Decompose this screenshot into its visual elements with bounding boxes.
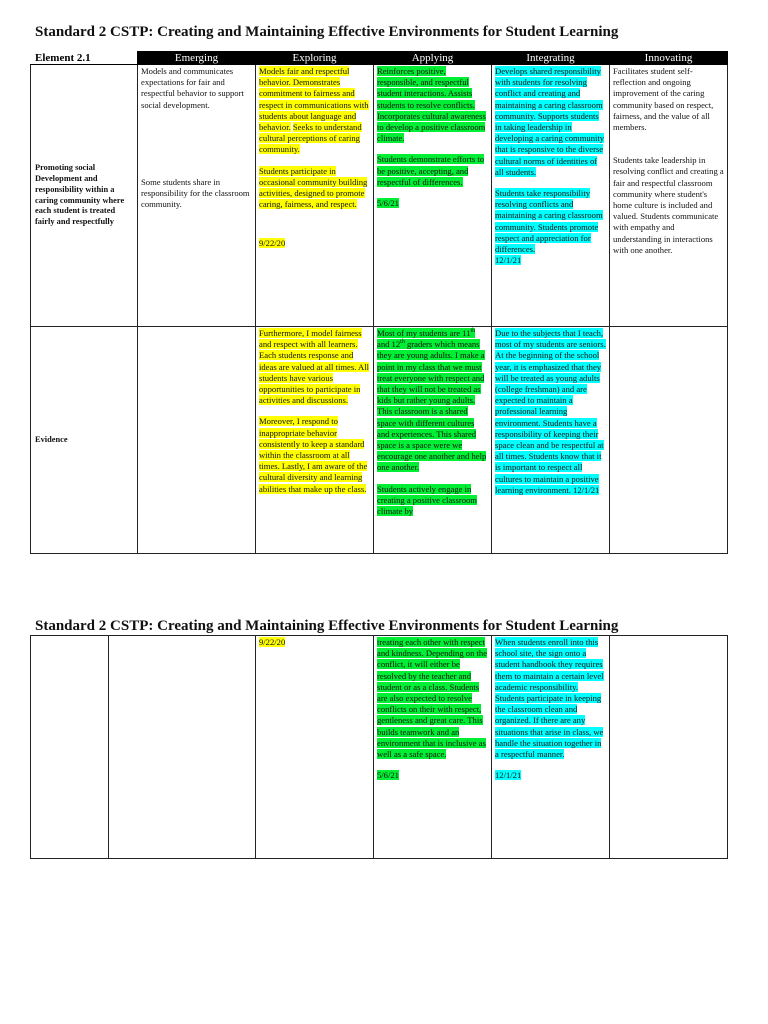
date-stamp: 9/22/20 bbox=[259, 238, 286, 249]
cell-text: Some students share in responsibility for the classroom community. bbox=[141, 176, 250, 210]
cell-emerging bbox=[138, 65, 256, 327]
highlighted-text: Furthermore, I model fairness and respect with all learners. Each students response and ideas are valued at all times. All students have various opportunities to participate in activities and discussions. bbox=[259, 328, 370, 406]
highlighted-text: Students participate in occasional community building activities, designed to promote caring, fairness, and respect. bbox=[259, 165, 368, 210]
highlighted-text: treating each other with respect and kindness. Depending on the conflict, it will either be resolved by the teacher and student or as a class. Students are also expected to resolve conflicts on their with respect, gentleness and great care. This builds teamwork and an environment that is inclusive as well as a safe space. bbox=[377, 637, 488, 760]
highlighted-text: Most of my students are 11th and 12th graders which means they are young adults. I make a point in my class that we must treat everyone with respect and that they will not be treated as kids but rather young adults. This classroom is a shared space with different cultures and experiences. This shared space is a space were we encourage one another and help one another. bbox=[377, 328, 487, 473]
cell-text: Students take leadership in resolving conflict and creating a fair and respectful classroom community where student's home culture is included and valued. Students communicate with empathy and understanding in interactions with one another. bbox=[613, 155, 724, 255]
cell-exploring bbox=[256, 327, 374, 554]
cell-integrating bbox=[492, 327, 610, 554]
highlighted-text: Models fair and respectful behavior. Demonstrates commitment to fairness and respect in communications with students about language and behavior. bbox=[259, 66, 369, 133]
date-stamp: 12/1/21 bbox=[495, 255, 522, 266]
row-label-evidence: Evidence bbox=[31, 327, 138, 554]
header-row bbox=[31, 52, 728, 65]
cell-integrating bbox=[492, 636, 610, 859]
table-row bbox=[31, 327, 728, 554]
cell-applying bbox=[374, 327, 492, 554]
col-exploring: Exploring bbox=[256, 52, 374, 65]
cell-innovating bbox=[610, 636, 728, 859]
col-integrating: Integrating bbox=[492, 52, 610, 65]
cell-innovating bbox=[610, 327, 728, 554]
highlighted-text: Students actively engage in creating a positive classroom climate by bbox=[377, 483, 477, 517]
cell-text: Models and communicates expectations for fair and respectful behavior to support social development. bbox=[141, 66, 244, 110]
cell-exploring bbox=[256, 65, 374, 327]
cell-emerging bbox=[109, 636, 256, 859]
date-stamp: 9/22/20 bbox=[259, 637, 286, 647]
cell-emerging bbox=[138, 327, 256, 554]
highlighted-text: Due to the subjects that I teach, most of my students are seniors. At the beginning of the school year, it is emphasized that they will be treated as young adults (college freshman) and are expected to maintain a professional learning environment. Students have a responsibility of keeping their space clean and be respectful at all times. Students know that it is important to respect all cultures to maintain a positive learning environment. 12/1/21 bbox=[495, 328, 606, 495]
cstp-rubric-table bbox=[30, 51, 728, 554]
cell-label bbox=[31, 636, 109, 859]
highlighted-text: Incorporates cultural awareness to develop a positive classroom climate. bbox=[377, 110, 486, 144]
highlighted-text: Develops shared responsibility with students for resolving conflict and creating and maintaining a caring classroom community. Supports students in taking leadership in developing a caring community that is responsive to the diverse cultural norms of identities of all students. bbox=[495, 66, 605, 177]
highlighted-text: Reinforces positive, responsible, and respectful student interactions. Assists students to resolve conflicts. bbox=[377, 66, 475, 110]
cell-exploring bbox=[256, 636, 374, 859]
page-title-continued: Standard 2 CSTP: Creating and Maintaining Effective Environments for Student Learning bbox=[35, 618, 619, 634]
row-label: Promoting social Development and responsibility within a caring community where each student is treated fairly and respectfully bbox=[31, 65, 138, 327]
table-row bbox=[31, 65, 728, 327]
cstp-rubric-table-continued bbox=[30, 635, 728, 859]
col-emerging: Emerging bbox=[138, 52, 256, 65]
highlighted-text: Students demonstrate efforts to be positive, accepting, and respectful of differences. bbox=[377, 154, 485, 187]
cell-applying bbox=[374, 636, 492, 859]
date-stamp: 5/6/21 bbox=[377, 198, 399, 209]
col-innovating: Innovating bbox=[610, 52, 728, 65]
highlighted-text: When students enroll into this school site, the sign onto a student handbook they requires them to maintain a certain level academic responsibility. Students participate in keeping the classroom clean and organized. If there are any situations that arise in class, we handle the situation together in a respectful manner. bbox=[495, 637, 604, 760]
date-stamp: 12/1/21 bbox=[495, 770, 522, 781]
col-applying: Applying bbox=[374, 52, 492, 65]
date-stamp: 5/6/21 bbox=[377, 770, 399, 781]
cell-integrating bbox=[492, 65, 610, 327]
cell-applying bbox=[374, 65, 492, 327]
cell-innovating bbox=[610, 65, 728, 327]
highlighted-text: Students take responsibility resolving conflicts and maintaining a caring classroom community. Students promote respect and appreciation for differences. bbox=[495, 188, 603, 255]
highlighted-text: Seeks to understand cultural perceptions of caring community. bbox=[259, 122, 362, 155]
page-title: Standard 2 CSTP: Creating and Maintaining Effective Environments for Student Learning bbox=[35, 24, 619, 40]
cell-text: Facilitates student self-reflection and ongoing improvement of the caring community based on respect, fairness, and the value of all members. bbox=[613, 66, 714, 133]
highlighted-text: Moreover, I respond to inappropriate behavior consistently to keep a standard within the classroom at all times. Lastly, I am aware of the cultural diversity and learning abilities that make up the class. bbox=[259, 416, 368, 494]
element-label: Element 2.1 bbox=[31, 52, 138, 65]
table-row bbox=[31, 636, 728, 859]
